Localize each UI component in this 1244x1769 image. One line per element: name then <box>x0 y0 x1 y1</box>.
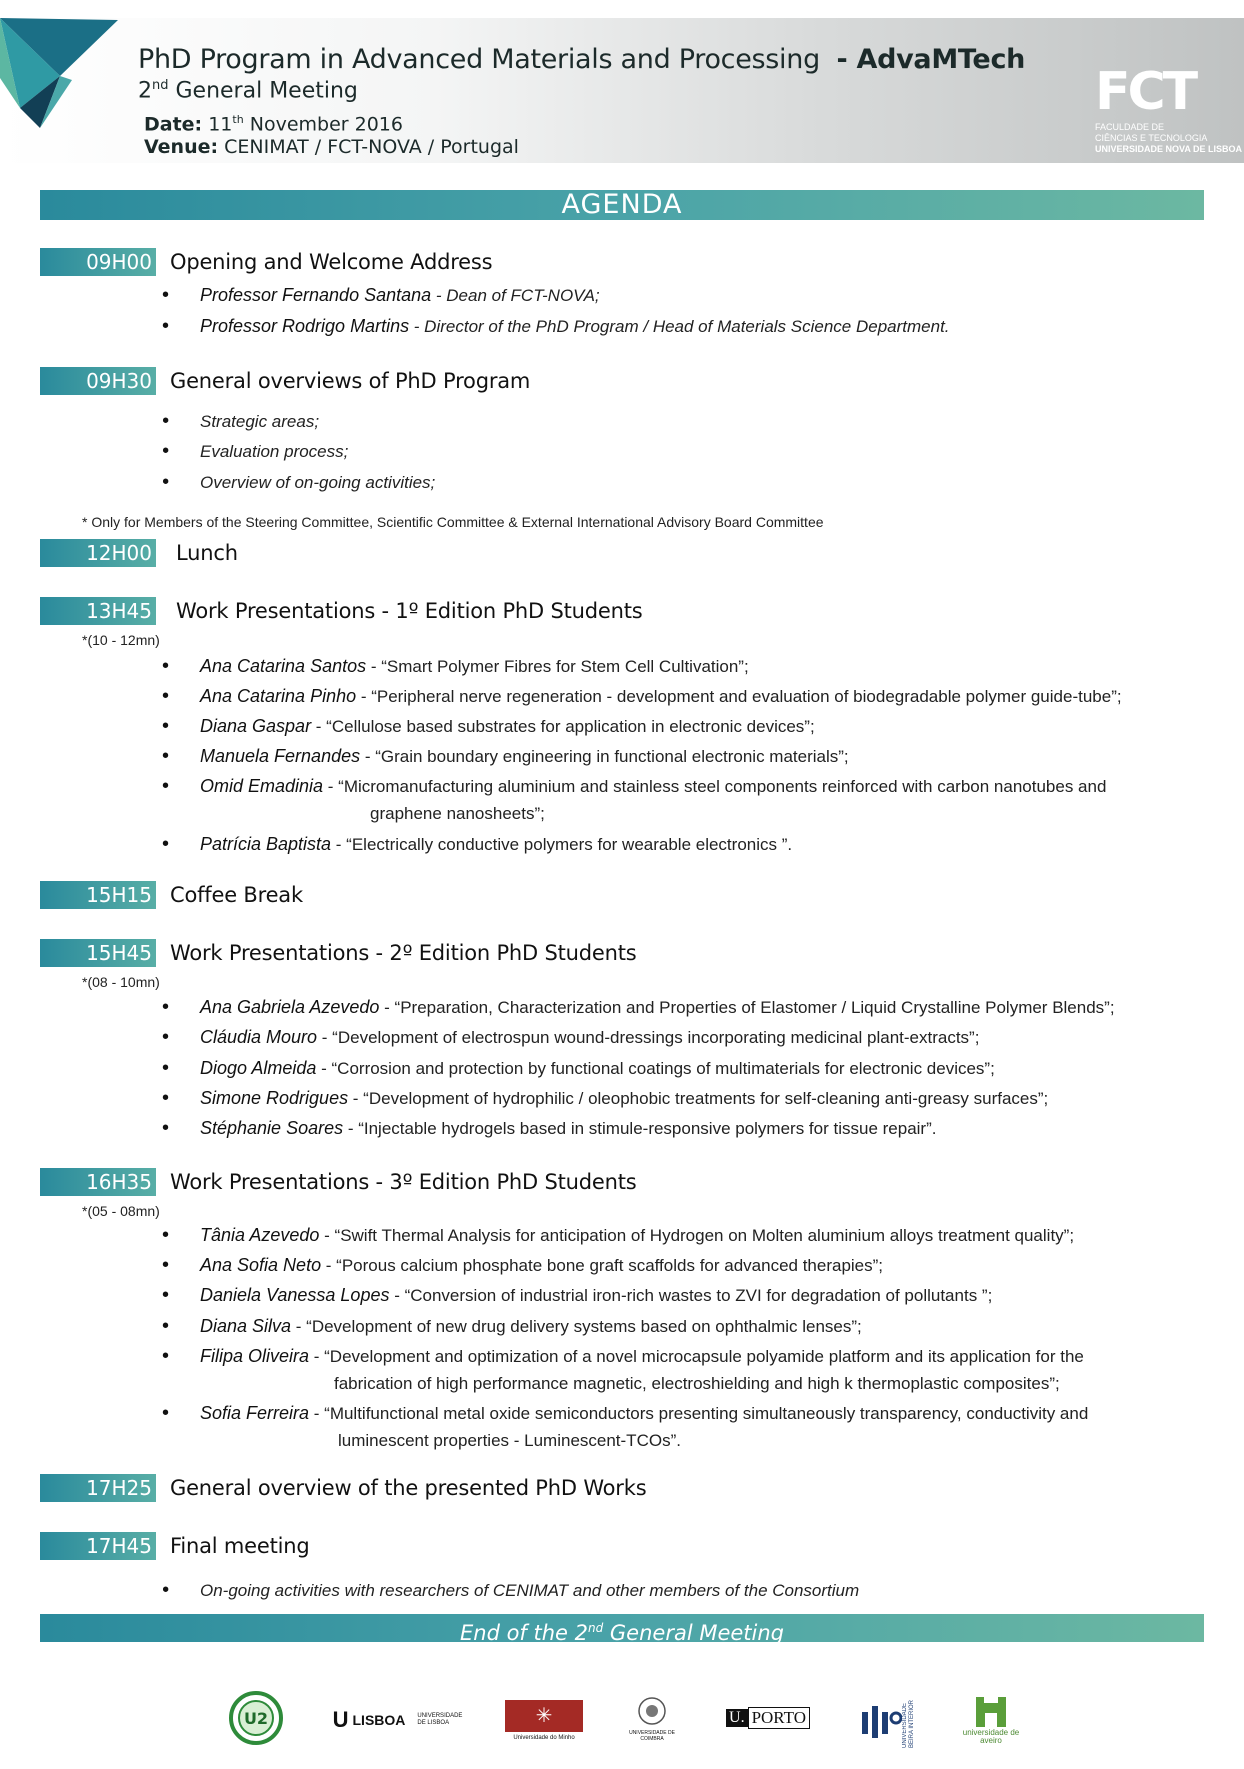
duration-note: *(05 - 08mn) <box>82 1203 160 1219</box>
list-item: • Diana Silva - “Development of new drug delivery systems based on ophthalmic lenses”; <box>200 1313 1186 1340</box>
agenda-heading: AGENDA <box>40 190 1204 220</box>
end-of-meeting-bar: End of the 2nd General Meeting <box>40 1614 1204 1642</box>
session-1200 <box>40 539 238 567</box>
fct-logo: FCT FACULDADE DE CIÊNCIAS E TECNOLOGIA UNIVERSIDADE NOVA DE LISBOA <box>1095 62 1243 154</box>
session-1745 <box>40 1532 309 1560</box>
list-item: • Tânia Azevedo - “Swift Thermal Analysis for anticipation of Hydrogen on Molten aluminium alloys treatment quality”; <box>200 1222 1186 1249</box>
list-item: • Stéphanie Soares - “Injectable hydrogels based in stimule-responsive polymers for tissue repair”. <box>200 1115 1186 1142</box>
meeting-date: Date: 11th November 2016 <box>144 113 403 136</box>
list-item: • Strategic areas; <box>200 408 1186 435</box>
session-time: 15H15 <box>40 881 156 909</box>
advamtech-logo-icon <box>0 18 125 158</box>
session-time: 09H30 <box>40 367 156 395</box>
committee-note: * Only for Members of the Steering Committee, Scientific Committee & External International Advisory Board Committee <box>82 514 824 530</box>
meeting-venue: Venue: CENIMAT / FCT-NOVA / Portugal <box>144 136 519 158</box>
list-item: • Manuela Fernandes - “Grain boundary engineering in functional electronic materials”; <box>200 743 1186 770</box>
session-time: 17H45 <box>40 1532 156 1560</box>
program-title: PhD Program in Advanced Materials and Processing - AdvaMTech <box>138 44 1026 75</box>
session-title: Work Presentations - 1º Edition PhD Students <box>176 599 643 623</box>
session-1515 <box>40 881 303 909</box>
list-item: • Evaluation process; <box>200 438 1186 465</box>
ucoimbra-logo: UNIVERSIDADE DE COIMBRA <box>622 1690 682 1748</box>
ubi-emblem-icon <box>860 1698 902 1742</box>
uaveiro-logo: universidade de aveiro <box>956 1690 1026 1750</box>
svg-text:U2: U2 <box>243 1709 269 1728</box>
list-item: • Sofia Ferreira - “Multifunctional metal oxide semiconductors presenting simultaneously transparency, conductivity and luminescent properties - Luminescent-TCOs”. <box>200 1400 1186 1454</box>
session-title: Work Presentations - 3º Edition PhD Students <box>170 1170 637 1194</box>
session-1545 <box>40 939 637 967</box>
list-item: • On-going activities with researchers of CENIMAT and other members of the Consortium <box>200 1577 1186 1604</box>
list-item: • Daniela Vanessa Lopes - “Conversion of industrial iron-rich wastes to ZVI for degradation of pollutants ”; <box>200 1282 1186 1309</box>
list-item: • Diogo Almeida - “Corrosion and protection by functional coatings of multimaterials for electronic devices”; <box>200 1055 1186 1082</box>
session-0900 <box>40 248 492 276</box>
list-item: • Ana Sofia Neto - “Porous calcium phosphate bone graft scaffolds for advanced therapies”; <box>200 1252 1186 1279</box>
session-title: Final meeting <box>170 1534 310 1558</box>
session-time: 15H45 <box>40 939 156 967</box>
session-time: 13H45 <box>40 597 156 625</box>
list-item: • Cláudia Mouro - “Development of electrospun wound-dressings incorporating medicinal plant-extracts”; <box>200 1024 1186 1051</box>
duration-note: *(10 - 12mn) <box>82 632 160 648</box>
session-time: 17H25 <box>40 1474 156 1502</box>
u2-logo-icon <box>228 1690 284 1746</box>
uminho-emblem-icon: ✳ <box>505 1700 583 1732</box>
uminho-logo: ✳ Universidade do Minho <box>504 1696 584 1744</box>
session-time: 16H35 <box>40 1168 156 1196</box>
session-time: 09H00 <box>40 248 156 276</box>
header-banner <box>0 18 1244 163</box>
ubi-logo: UNIVERSIDADE BEIRA INTERIOR <box>852 1690 924 1750</box>
list-item: • Ana Catarina Santos - “Smart Polymer Fibres for Stem Cell Cultivation”; <box>200 653 1186 680</box>
coimbra-seal-icon <box>637 1696 667 1730</box>
uporto-logo: U. PORTO <box>724 1706 812 1730</box>
list-item: • Omid Emadinia - “Micromanufacturing aluminium and stainless steel components reinforced with carbon nanotubes and graphene nanosheets”; <box>200 773 1186 827</box>
duration-note: *(08 - 10mn) <box>82 974 160 990</box>
list-item: • Overview of on-going activities; <box>200 469 1186 496</box>
session-title: Work Presentations - 2º Edition PhD Students <box>170 941 637 965</box>
session-title: General overview of the presented PhD Works <box>170 1476 647 1500</box>
session-title: General overviews of PhD Program <box>170 369 531 393</box>
session-1725 <box>40 1474 646 1502</box>
session-0930 <box>40 367 530 395</box>
aveiro-emblem-icon <box>974 1695 1008 1729</box>
session-title: Opening and Welcome Address <box>170 250 493 274</box>
list-item: • Diana Gaspar - “Cellulose based substrates for application in electronic devices”; <box>200 713 1186 740</box>
list-item: • Filipa Oliveira - “Development and optimization of a novel microcapsule polyamide platform and its application for the fabrication of high performance magnetic, electroshielding and high k thermoplastic composites”; <box>200 1343 1186 1397</box>
session-1345 <box>40 597 643 625</box>
list-item: • Ana Gabriela Azevedo - “Preparation, Characterization and Properties of Elastomer / Liquid Crystalline Polymer Blends”; <box>200 994 1186 1021</box>
session-title: Coffee Break <box>170 883 303 907</box>
list-item: • Professor Rodrigo Martins - Director of the PhD Program / Head of Materials Science Department. <box>200 313 1186 340</box>
meeting-name: 2nd General Meeting <box>138 78 358 104</box>
session-time: 12H00 <box>40 539 156 567</box>
list-item: • Professor Fernando Santana - Dean of FCT-NOVA; <box>200 282 1186 309</box>
session-1635 <box>40 1168 637 1196</box>
partner-logos <box>0 1690 1244 1750</box>
ulisboa-logo: U LISBOA UNIVERSIDADE DE LISBOA <box>332 1707 463 1732</box>
session-title: Lunch <box>176 541 238 565</box>
list-item: • Ana Catarina Pinho - “Peripheral nerve regeneration - development and evaluation of biodegradable polymer guide-tube”; <box>200 683 1186 710</box>
list-item: • Patrícia Baptista - “Electrically conductive polymers for wearable electronics ”. <box>200 831 1186 858</box>
list-item: • Simone Rodrigues - “Development of hydrophilic / oleophobic treatments for self-cleaning anti-greasy surfaces”; <box>200 1085 1186 1112</box>
